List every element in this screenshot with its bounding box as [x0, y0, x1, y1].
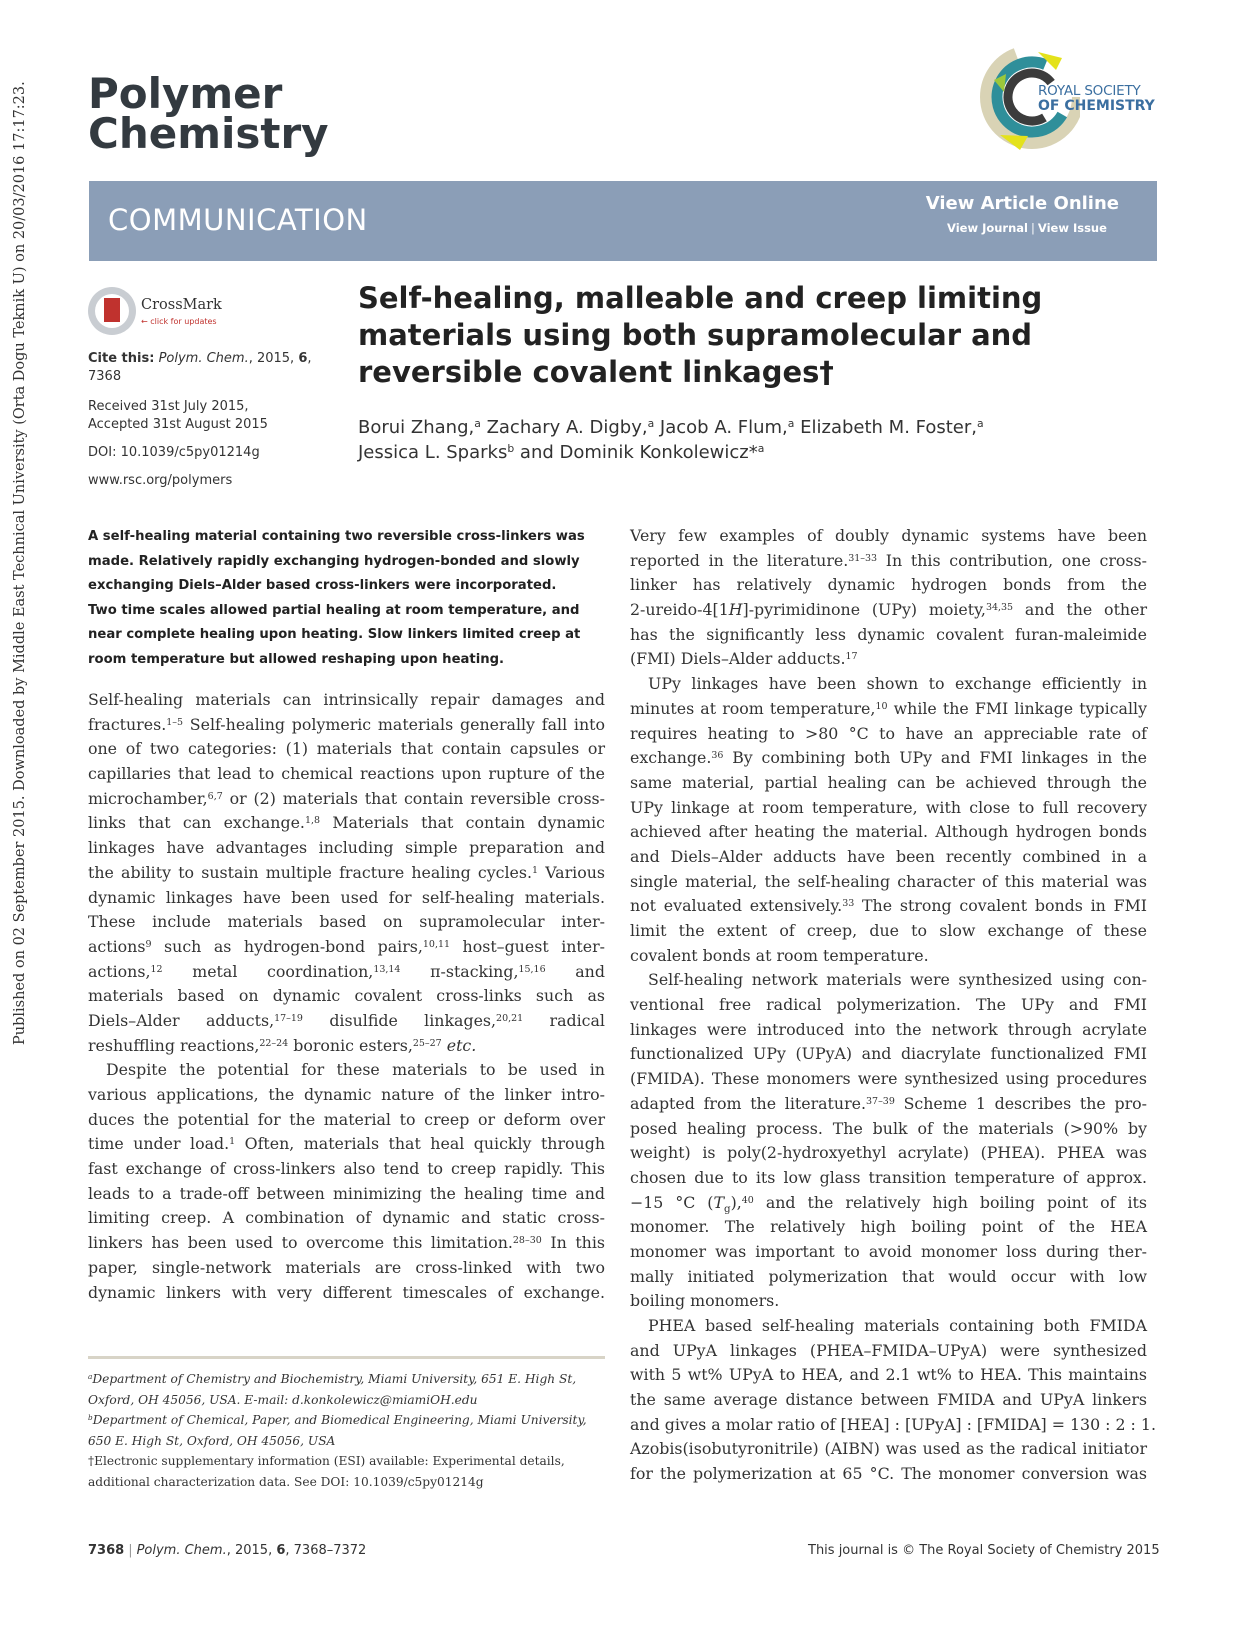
- abstract-line: A self-healing material containing two reversible cross-linkers was: [88, 529, 585, 544]
- text-run: Scheme 1 describes the pro-: [894, 1093, 1147, 1113]
- text-run: single material, the self-healing character of this material was: [630, 871, 1147, 891]
- footer-volume: 6: [276, 1543, 286, 1558]
- text-run: and: [545, 961, 605, 981]
- cite-page: 7368: [88, 369, 122, 384]
- body-line: [88, 1009, 605, 1034]
- citation-ref: 34,35: [985, 601, 1014, 613]
- body-line: [88, 1132, 605, 1157]
- rsc-logo[interactable]: [990, 40, 1160, 155]
- body-line: [630, 524, 1147, 549]
- text-run: Jessica L. Sparks: [358, 442, 508, 463]
- citation-ref: 25–27: [412, 1037, 442, 1049]
- text-run: boiling monomers.: [630, 1291, 780, 1311]
- text-run: dynamic linkages have been used for self-healing materials.: [88, 887, 605, 907]
- text-run: linkages were introduced into the network through acrylate: [630, 1019, 1147, 1039]
- text-run: with 5 wt% UPyA to HEA, and 2.1 wt% to HEA. This maintains: [630, 1365, 1147, 1385]
- page-footer-left: 7368 | Polym. Chem., 2015, 6, 7368–7372: [88, 1543, 367, 1558]
- text-run: has the significantly less dynamic covalent furan-maleimide: [630, 624, 1147, 644]
- download-note-text: Published on 02 September 2015. Downloaded by Middle East Technical University (Orta Dogu Teknik U) on 20/03/2016 17:17:23.: [12, 81, 28, 1045]
- body-line: [630, 968, 1147, 993]
- body-line: [630, 1067, 1147, 1092]
- text-run: paper, single-network materials are cross-linked with two: [88, 1257, 605, 1277]
- text-run: In this: [541, 1233, 606, 1253]
- body-line: [630, 993, 1147, 1018]
- body-line: [88, 1182, 605, 1207]
- text-run: actions: [88, 936, 146, 956]
- text-run: π-stacking,: [400, 961, 519, 981]
- text-run: adapted from the literature.: [630, 1093, 867, 1113]
- text-run: posed healing process. The bulk of the materials (>90% by: [630, 1118, 1147, 1138]
- text-run: 2-ureido-4[1: [630, 600, 729, 620]
- abstract-line: near complete healing upon heating. Slow linkers limited creep at: [88, 627, 581, 642]
- banner-separator: |: [1031, 221, 1035, 235]
- text-run: Borui Zhang,: [358, 417, 475, 438]
- text-run: 650 E. High St, Oxford, OH 45056, USA: [88, 1433, 336, 1448]
- text-run: By combining both UPy and FMI linkages in the: [723, 748, 1147, 768]
- body-line: [630, 647, 1147, 672]
- citation-ref: 1,8: [304, 815, 321, 827]
- text-run: the ability to sustain multiple fracture healing cycles.: [88, 862, 533, 882]
- abstract-line: Two time scales allowed partial healing at room temperature, and: [88, 602, 580, 618]
- text-run: †Electronic supplementary information (ESI) available: Experimental details,: [88, 1454, 565, 1468]
- body-line: [88, 1256, 605, 1281]
- text-run: and the relatively high boiling point of its: [753, 1192, 1147, 1212]
- doi: DOI: 10.1039/c5py01214g: [88, 445, 260, 460]
- body-line: [630, 1314, 1147, 1339]
- title-line: Self-healing, malleable and creep limiting: [358, 281, 1043, 315]
- body-line: [630, 870, 1147, 895]
- text-run: linkages have advantages including simple preparation and: [88, 838, 605, 858]
- footnote-line: [88, 1410, 608, 1431]
- text-run: while the FMI linkage typically: [887, 698, 1147, 718]
- text-run: T: [713, 1192, 725, 1212]
- text-run: Often, materials that heal quickly through: [235, 1134, 605, 1154]
- citation-ref: a: [647, 417, 655, 431]
- body-line: [630, 623, 1147, 648]
- text-run: The strong covalent bonds in FMI: [854, 896, 1147, 916]
- citation-ref: 17–19: [274, 1012, 303, 1024]
- view-issue-link[interactable]: View Issue: [1037, 221, 1107, 235]
- text-run: and gives a molar ratio of [HEA] : [UPyA] : [FMIDA] = 130 : 2 : 1.: [630, 1414, 1156, 1434]
- text-run: Materials that contain dynamic: [320, 813, 606, 833]
- body-line: [630, 1265, 1147, 1290]
- text-run: mally initiated polymerization that would occur with low: [630, 1266, 1147, 1286]
- citation-ref: 1–5: [166, 716, 184, 728]
- body-line: [88, 1206, 605, 1231]
- text-run: ventional free radical polymerization. The UPy and FMI: [630, 995, 1147, 1015]
- article-type: COMMUNICATION: [108, 203, 368, 237]
- text-run: additional characterization data. See DOI: 10.1039/c5py01214g: [88, 1474, 484, 1489]
- body-line: [630, 820, 1147, 845]
- abstract-line: room temperature but allowed reshaping upon heating.: [88, 651, 505, 667]
- journal-url-link[interactable]: www.rsc.org/polymers: [88, 473, 233, 488]
- text-run: functionalized UPy (UPyA) and diacrylate functionalized FMI: [630, 1044, 1147, 1064]
- text-run: host–guest inter-: [450, 936, 606, 956]
- text-run: Despite the potential for these materials to be used in: [106, 1060, 605, 1080]
- article-title: [358, 280, 1043, 391]
- journal-title-line2: Chemistry: [88, 109, 329, 158]
- text-run: and Dominik Konkolewicz*: [514, 442, 758, 463]
- text-run: and the other: [1013, 600, 1147, 620]
- body-line: [630, 1413, 1156, 1438]
- page-number: 7368: [88, 1543, 125, 1558]
- title-line: materials using both supramolecular and: [358, 318, 1033, 352]
- text-run: Department of Chemical, Paper, and Biomedical Engineering, Miami University,: [92, 1413, 587, 1427]
- text-run: UPy linkages have been shown to exchange efficiently in: [648, 674, 1147, 694]
- text-run: capillaries that lead to chemical reactions upon rupture of the: [88, 764, 605, 784]
- download-note: [12, 0, 36, 1060]
- body-column-right: [630, 524, 1156, 1487]
- abstract-line: exchanging Diels–Alder based cross-linkers were incorporated.: [88, 578, 557, 593]
- text-run: links that can exchange.: [88, 813, 305, 833]
- text-run: and Diels–Alder adducts have been recently combined in a: [630, 846, 1147, 866]
- cite-volume: 6: [298, 351, 308, 366]
- text-run: requires heating to >80 °C to have an appreciable rate of: [630, 723, 1147, 743]
- citation-ref: a: [474, 417, 481, 431]
- footnotes: [88, 1369, 608, 1492]
- citation-ref: a: [787, 417, 795, 431]
- text-run: Diels–Alder adducts,: [88, 1010, 275, 1030]
- text-run: not evaluated extensively.: [630, 896, 843, 916]
- citation-ref: 28–30: [512, 1234, 542, 1246]
- footer-pages: , 7368–7372: [285, 1543, 367, 1558]
- text-run: H: [728, 600, 743, 620]
- abstract-line: made. Relatively rapidly exchanging hydrogen-bonded and slowly: [88, 553, 580, 569]
- body-line: [630, 573, 1147, 598]
- body-line: [88, 1231, 605, 1256]
- text-run: materials based on dynamic covalent cross-links such as: [88, 986, 605, 1006]
- body-line: [630, 1092, 1147, 1117]
- body-line: [88, 960, 605, 985]
- text-run: Azobis(isobutyronitrile) (AIBN) was used as the radical initiator: [630, 1439, 1147, 1459]
- view-journal-link[interactable]: View Journal: [947, 221, 1028, 235]
- body-line: [630, 1166, 1147, 1191]
- body-line: [630, 1363, 1147, 1388]
- text-run: reshuffling reactions,: [88, 1035, 260, 1055]
- crossmark-label: CrossMark: [141, 297, 222, 313]
- body-line: [88, 1058, 605, 1083]
- body-line: [630, 1339, 1147, 1364]
- text-run: fractures.: [88, 714, 167, 734]
- text-run: weight) is poly(2-hydroxyethyl acrylate) (PHEA). PHEA was: [630, 1143, 1147, 1163]
- citation-ref: 10,11: [422, 938, 450, 950]
- text-run: Zachary A. Digby,: [480, 417, 648, 438]
- citation-ref: 10: [875, 700, 888, 712]
- text-run: (FMI) Diels–Alder adducts.: [630, 649, 846, 669]
- crossmark-badge[interactable]: [88, 287, 228, 337]
- body-line: [630, 1117, 1147, 1142]
- text-run: These include materials based on supramolecular inter-: [88, 912, 605, 932]
- text-run: actions,: [88, 961, 151, 981]
- body-line: [630, 1141, 1147, 1166]
- body-line: [88, 688, 605, 713]
- text-run: (FMIDA). These monomers were synthesized using procedures: [630, 1069, 1147, 1089]
- text-run: or (2) materials that contain reversible cross-: [222, 788, 605, 808]
- citation-ref: 37–39: [866, 1095, 895, 1107]
- body-line: [88, 910, 605, 935]
- citation-ref: b: [507, 442, 515, 456]
- text-run: exchange.: [630, 748, 712, 768]
- text-run: PHEA based self-healing materials containing both FMIDA: [648, 1316, 1147, 1335]
- text-run: chosen due to its low glass transition temperature of approx.: [630, 1167, 1147, 1187]
- text-run: the same average distance between FMIDA and UPyA linkers: [630, 1390, 1147, 1410]
- abstract: [88, 525, 605, 672]
- text-run: boronic esters,: [288, 1035, 413, 1055]
- text-run: linker has relatively dynamic hydrogen bonds from the: [630, 575, 1147, 595]
- citation-ref: b: [88, 1412, 93, 1422]
- citation-ref: 13,14: [373, 963, 401, 975]
- body-line: [630, 771, 1147, 796]
- text-run: duces the potential for the material to creep or deform over: [88, 1109, 605, 1129]
- body-line: [630, 672, 1147, 697]
- citation-ref: 20,21: [496, 1012, 524, 1024]
- body-line: [88, 737, 605, 762]
- text-run: Self-healing materials can intrinsically repair damages and: [88, 690, 605, 709]
- text-run: UPy linkage at room temperature, with close to full recovery: [630, 797, 1147, 817]
- text-run: In this contribution, one cross-: [877, 550, 1147, 570]
- body-line: [630, 796, 1147, 821]
- citation: Cite this: Polym. Chem., 2015, 6, 7368: [88, 351, 312, 384]
- cite-journal: Polym. Chem.: [158, 351, 249, 366]
- body-line: [630, 944, 1147, 969]
- crossmark-icon: [88, 287, 136, 335]
- citation-ref: 9: [145, 938, 152, 950]
- citation-ref: 6,7: [207, 790, 223, 802]
- text-run: microchamber,: [88, 788, 208, 808]
- text-run: dynamic linkers with very different timescales of exchange.: [88, 1282, 605, 1302]
- journal-title: [88, 69, 329, 158]
- footnote-line: [88, 1472, 608, 1493]
- text-run: minutes at room temperature,: [630, 698, 876, 718]
- text-run: Very few examples of doubly dynamic systems have been: [630, 526, 1147, 545]
- citation-ref: 40: [741, 1194, 754, 1206]
- body-line: [630, 845, 1147, 870]
- text-run: such as hydrogen-bond pairs,: [151, 936, 423, 956]
- citation-ref: 15,16: [518, 963, 546, 975]
- body-line: [630, 598, 1147, 623]
- author-list: [358, 415, 1058, 465]
- cite-label: Cite this:: [88, 351, 155, 366]
- text-run: Various: [538, 862, 605, 882]
- text-run: same material, partial healing can be achieved through the: [630, 772, 1147, 792]
- body-line: [88, 1281, 605, 1306]
- author-line: [358, 440, 1058, 465]
- body-line: [630, 1240, 1147, 1265]
- body-line: [630, 746, 1147, 771]
- citation-ref: a: [88, 1371, 93, 1381]
- text-run: Elizabeth M. Foster,: [794, 417, 977, 438]
- text-run: g: [724, 1202, 731, 1215]
- citation-ref: 1: [532, 864, 539, 876]
- text-run: achieved after heating the material. Although hydrogen bonds: [630, 822, 1147, 842]
- text-run: ),: [730, 1192, 742, 1212]
- rsc-logo-text: ROYAL SOCIETY OF CHEMISTRY: [1038, 83, 1155, 114]
- body-line: [630, 549, 1147, 574]
- body-line: [88, 713, 605, 738]
- body-column-left: [88, 688, 605, 1305]
- body-line: [88, 935, 605, 960]
- text-run: Self-healing polymeric materials generally fall into: [183, 714, 605, 734]
- body-line: [630, 722, 1147, 747]
- citation-ref: 33: [842, 898, 855, 910]
- journal-title-line1: Polymer: [88, 69, 283, 118]
- body-line: [88, 1034, 605, 1059]
- body-line: [88, 762, 605, 787]
- citation-ref: 17: [845, 651, 858, 663]
- body-line: [88, 886, 605, 911]
- view-article-online-link[interactable]: View Article Online: [925, 193, 1119, 214]
- text-run: ]-pyrimidinone (UPy) moiety,: [742, 600, 986, 620]
- text-run: Self-healing network materials were synthesized using con-: [648, 970, 1147, 990]
- body-line: [88, 984, 605, 1009]
- body-line: [88, 861, 605, 886]
- body-line: [88, 787, 605, 812]
- text-run: disulfide linkages,: [302, 1010, 497, 1030]
- accepted-date: Accepted 31st August 2015: [88, 417, 268, 432]
- crossmark-sublabel: ← click for updates: [141, 317, 217, 326]
- body-line: [630, 1191, 1147, 1216]
- arrow-left-icon: ←: [141, 317, 148, 326]
- text-run: various applications, the dynamic nature of the linker intro-: [88, 1085, 605, 1104]
- citation-ref: 31–33: [848, 552, 878, 564]
- author-line: [358, 415, 1058, 440]
- copyright-notice: This journal is © The Royal Society of Chemistry 2015: [808, 1543, 1160, 1558]
- body-line: [630, 1437, 1147, 1462]
- text-run: limiting creep. A combination of dynamic and static cross-: [88, 1208, 605, 1228]
- citation-ref: 22–24: [259, 1037, 289, 1049]
- body-line: [630, 1388, 1147, 1413]
- text-run: −15 °C (: [630, 1192, 714, 1212]
- footnote-line: [88, 1451, 608, 1472]
- text-run: etc.: [446, 1035, 477, 1055]
- body-line: [630, 1018, 1147, 1043]
- text-run: Jacob A. Flum,: [654, 417, 788, 438]
- text-run: for the polymerization at 65 °C. The monomer conversion was: [630, 1464, 1147, 1484]
- body-line: [88, 811, 605, 836]
- text-run: Oxford, OH 45056, USA. E-mail: d.konkolewicz@miamiOH.edu: [88, 1392, 478, 1407]
- footnote-line: [88, 1390, 608, 1411]
- body-line: [88, 1157, 605, 1182]
- article-banner: [89, 181, 1157, 261]
- received-date: Received 31st July 2015,: [88, 399, 249, 414]
- text-run: covalent bonds at room temperature.: [630, 945, 929, 965]
- text-run: one of two categories: (1) materials that contain capsules or: [88, 739, 605, 759]
- text-run: monomer was important to avoid monomer loss during ther-: [630, 1241, 1147, 1261]
- footnote-divider: [88, 1356, 605, 1359]
- footnote-line: [88, 1431, 608, 1452]
- text-run: Department of Chemistry and Biochemistry, Miami University, 651 E. High St,: [92, 1372, 577, 1386]
- text-run: reported in the literature.: [630, 550, 849, 570]
- text-run: limit the extent of creep, due to slow exchange of these: [630, 921, 1147, 940]
- text-run: radical: [523, 1010, 605, 1030]
- citation-ref: 12: [150, 963, 163, 975]
- citation-ref: 36: [711, 749, 724, 761]
- footer-journal: Polym. Chem.: [136, 1543, 227, 1558]
- text-run: metal coordination,: [162, 961, 374, 981]
- body-line: [630, 1042, 1147, 1067]
- citation-ref: a: [757, 442, 765, 456]
- text-run: fast exchange of cross-linkers also tend to creep rapidly. This: [88, 1159, 605, 1179]
- text-run: leads to a trade-off between minimizing the healing time and: [88, 1183, 605, 1203]
- citation-ref: 1: [229, 1136, 236, 1148]
- body-line: [630, 894, 1147, 919]
- text-run: monomer. The relatively high boiling point of the HEA: [630, 1217, 1147, 1237]
- body-line: [88, 1108, 605, 1133]
- title-line: reversible covalent linkages†: [358, 355, 834, 389]
- body-line: [88, 836, 605, 861]
- text-run: time under load.: [88, 1134, 230, 1154]
- text-run: and UPyA linkages (PHEA–FMIDA–UPyA) were synthesized: [630, 1340, 1147, 1360]
- body-line: [630, 919, 1147, 944]
- body-line: [630, 697, 1147, 722]
- footnote-line: [88, 1369, 608, 1390]
- body-line: [630, 1462, 1147, 1487]
- citation-ref: a: [977, 417, 984, 431]
- body-line: [630, 1289, 1147, 1314]
- text-run: linkers has been used to overcome this limitation.: [88, 1233, 513, 1253]
- body-line: [630, 1215, 1147, 1240]
- banner-links: [947, 221, 1107, 235]
- body-line: [88, 1083, 605, 1108]
